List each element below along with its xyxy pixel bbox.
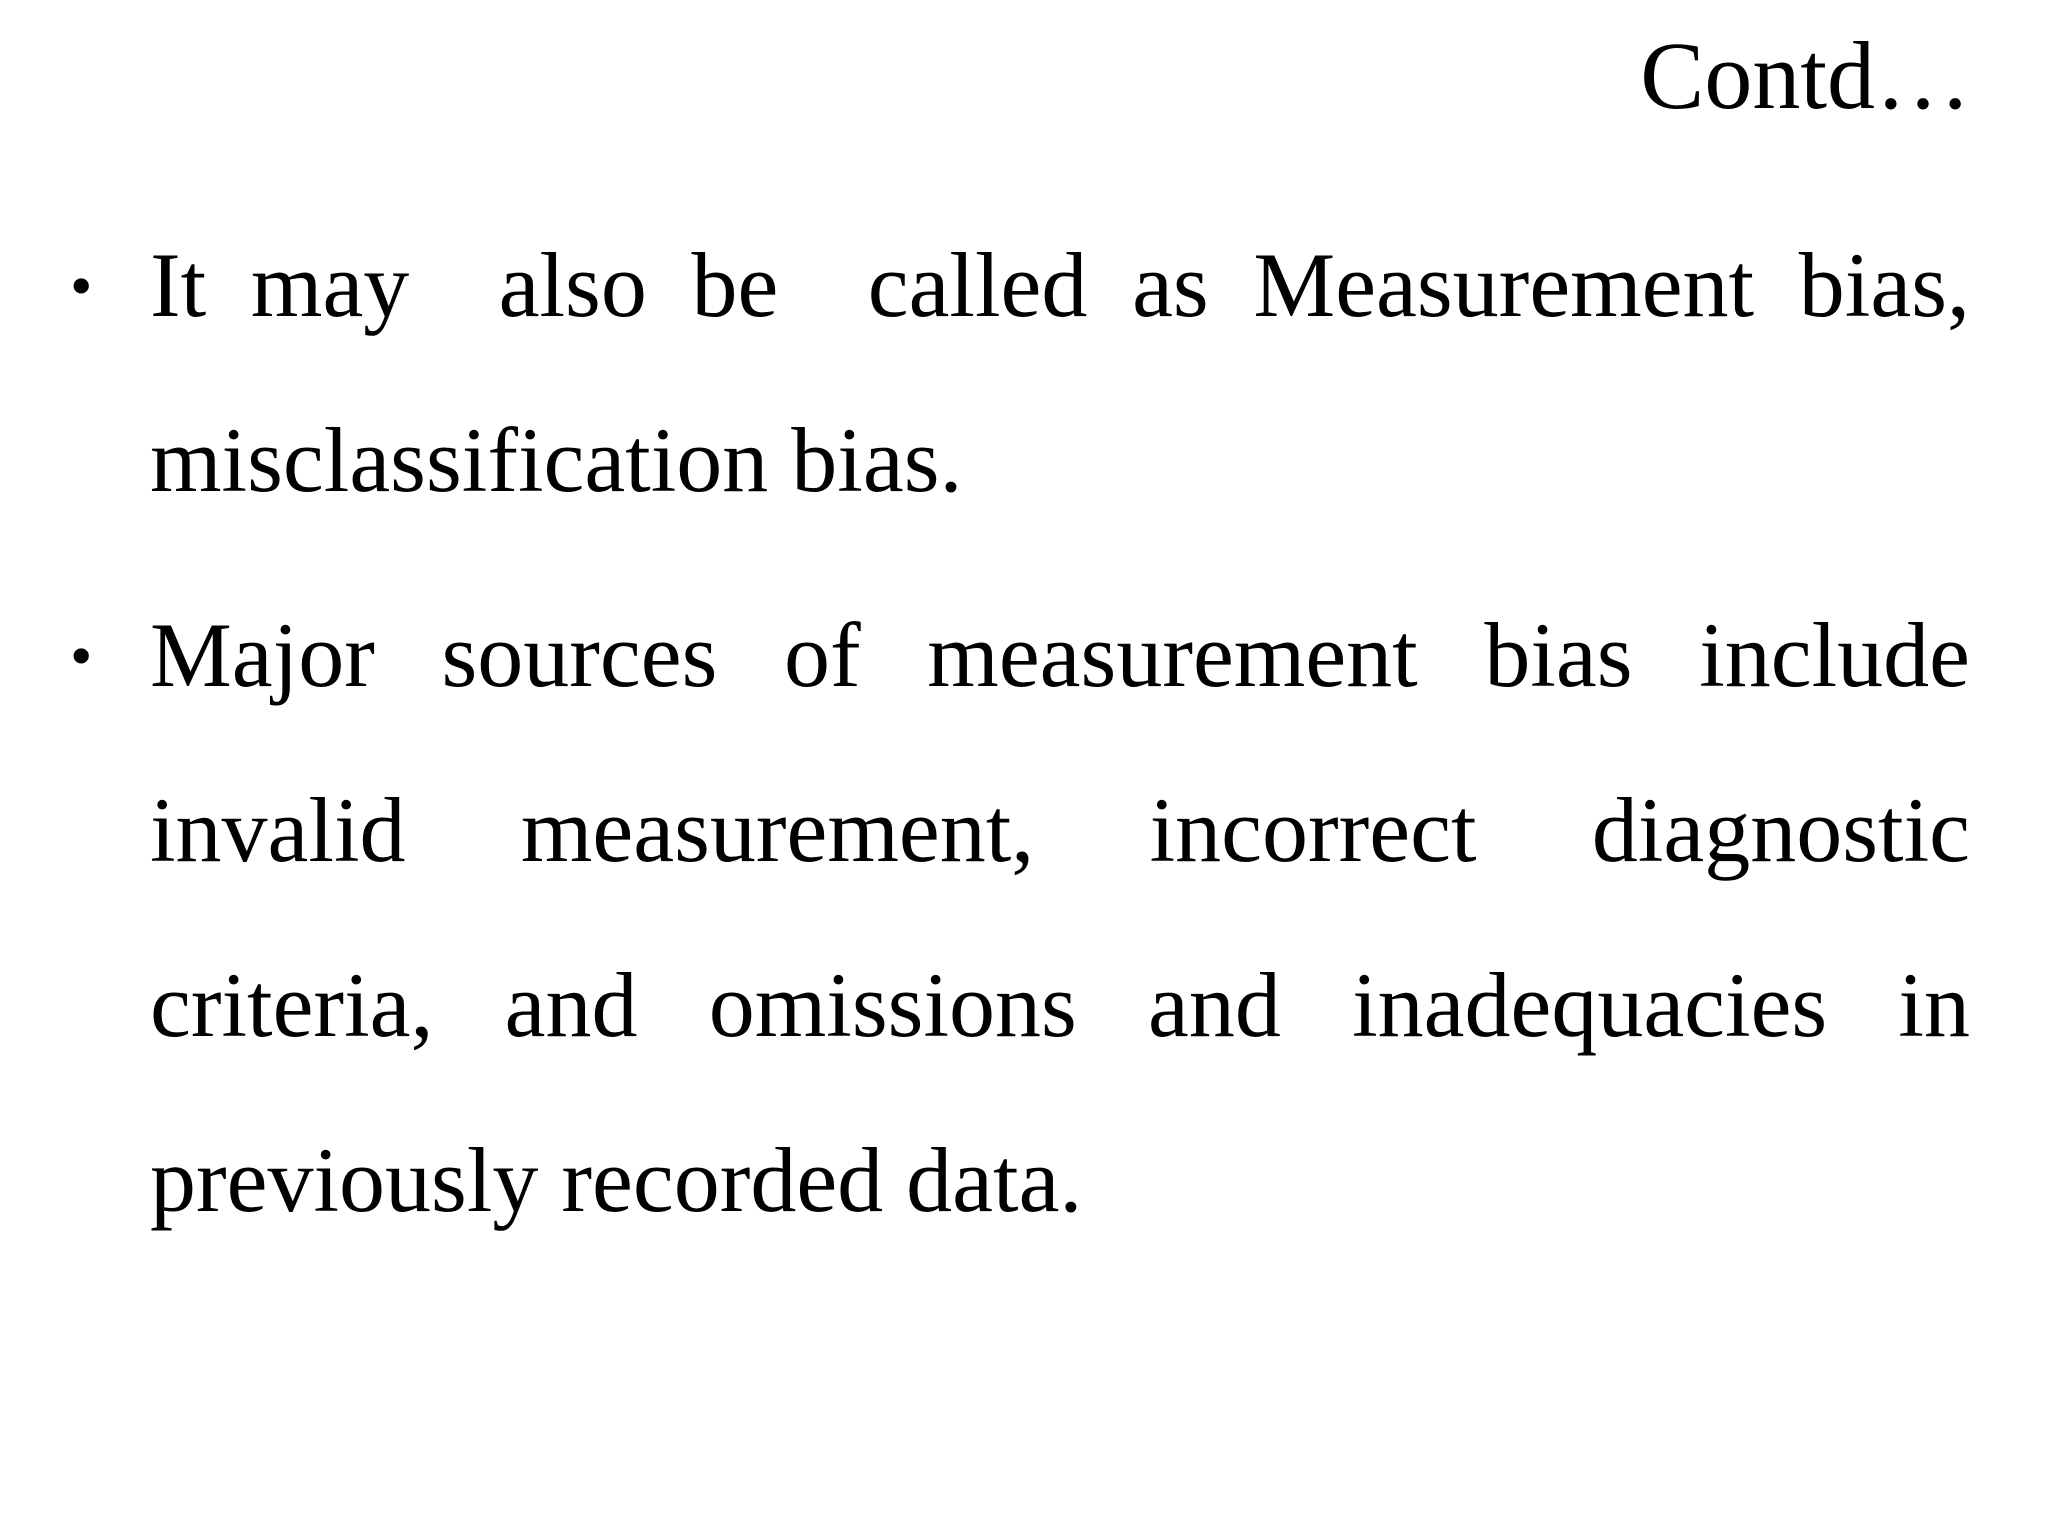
- bullet-text: Major sources of measurement bias include invalid measurement, incorrect diagnostic criteria, and omissions and inadequacies in previously recorded data.: [150, 604, 1993, 1231]
- bullet-dot-icon: •: [70, 620, 93, 691]
- bullet-list: [70, 198, 1993, 1288]
- bullet-dot-icon: •: [70, 250, 93, 321]
- bullet-item: [70, 568, 1993, 1268]
- continued-heading: Contd…: [1640, 22, 1971, 129]
- bullet-item: [70, 198, 1993, 548]
- bullet-text: It may also be called as Measurement bias, misclassification bias.: [150, 234, 1993, 511]
